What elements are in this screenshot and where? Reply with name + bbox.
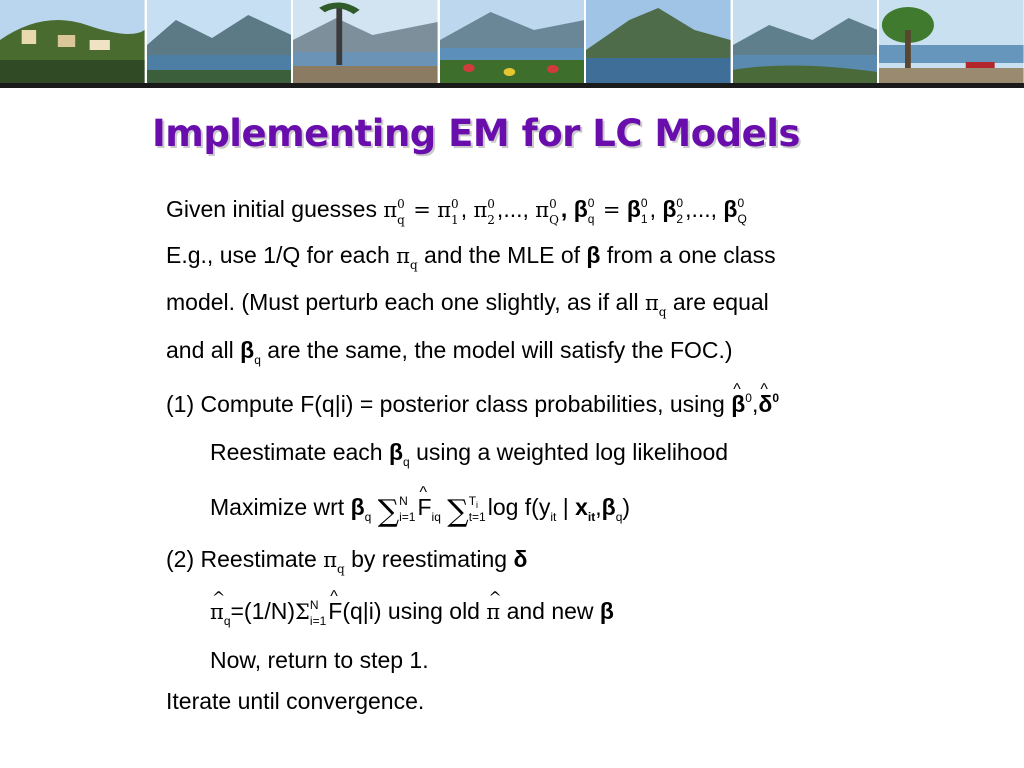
beta-hat-symbol: ^ β <box>731 389 745 419</box>
trees-lake-photo <box>879 0 1024 83</box>
pi-2-zero: π 0 2 <box>473 196 495 227</box>
banner-divider <box>0 83 1024 88</box>
delta-symbol: δ <box>513 546 528 572</box>
pi-Q-zero: π 0 Q <box>535 196 559 227</box>
bay-mountains-photo <box>733 0 880 83</box>
beta-Q-zero: β 0 Q <box>723 195 747 226</box>
line-initial-guesses: Given initial guesses π 0 q = π 0 1 , π 0 2 ,..., π 0 Q , β 0 q = β 0 1 , β 0 2 ,..., β 0 Q <box>166 195 747 227</box>
photo-banner <box>0 0 1024 83</box>
beta-1-zero: β 0 1 <box>626 195 648 226</box>
pi-q: $\pi_q$ <box>644 291 667 319</box>
beta-symbol: β <box>586 242 601 268</box>
line-iterate: Iterate until convergence. <box>166 688 425 714</box>
sum-symbol: ∑ <box>447 494 469 529</box>
pi-q: $\pi_q$ <box>396 244 418 272</box>
pi-q-zero: π 0 q <box>383 196 405 227</box>
line-step1-compute: (1) Compute F(q|i) = posterior class probabilities, using ^ $\beta^0,\^{}$ $\delta^0$ <box>166 389 779 419</box>
line-reestimate-beta: Reestimate each $\beta_q$ using a weighted log likelihood <box>210 439 729 469</box>
beta-symbol: β <box>599 598 614 624</box>
pi-hat-symbol: ^ π <box>486 597 500 627</box>
beta-q: $\beta_q$ <box>388 439 410 469</box>
lake-mountains-photo <box>147 0 294 83</box>
mountain-lake-photo <box>586 0 733 83</box>
pi-1-zero: π 0 1 <box>437 196 459 227</box>
garden-lake-photo <box>440 0 587 83</box>
line-eg: E.g., use 1/Q for each $\pi_q$ and the MLE of β from a one class <box>166 242 776 272</box>
line-pi-hat: ^ $\pi_q=(1/N)\Sigma$ N i=1 ^ F(q|i) using old ^ π and new β <box>210 596 614 628</box>
beta-q: $\beta_q$ <box>350 494 372 524</box>
line-maximize: Maximize wrt $\beta_q$ ∑ N i=1 ^ $F_{iq}$ ∑ $T_i$ t=1 $\log f(y_{it}$ | $x_{it},\beta_q$) <box>210 492 630 527</box>
equals-sign: = <box>602 198 621 222</box>
beta-q: $\beta_q$ <box>240 337 261 367</box>
equals-sign: = <box>413 198 431 222</box>
pi-q: $\pi_q$ <box>323 548 345 576</box>
line-foc: and all $\beta_q$ are the same, the model will satisfy the FOC.) <box>166 337 733 367</box>
line-text: Given initial guesses <box>166 196 377 222</box>
delta-hat-symbol: ^ δ <box>758 389 772 419</box>
beta-2-zero: β 0 2 <box>662 195 684 226</box>
pi-hat-q: ^ π <box>210 597 224 627</box>
line-step2-reestimate: (2) Reestimate $\pi_q$ by reestimating δ <box>166 546 528 576</box>
slide-title: Implementing EM for LC Models <box>152 112 800 155</box>
line-return: Now, return to step 1. <box>210 647 429 673</box>
line-perturb: model. (Must perturb each one slightly, as if all $\pi_q$ are equal <box>166 289 769 319</box>
hillside-village-photo <box>0 0 147 83</box>
sum-symbol: ∑ <box>377 494 400 529</box>
sum-symbol: Σ <box>295 600 310 624</box>
lakeside-promenade-photo <box>293 0 440 83</box>
beta-q-zero: β 0 q <box>573 195 595 226</box>
